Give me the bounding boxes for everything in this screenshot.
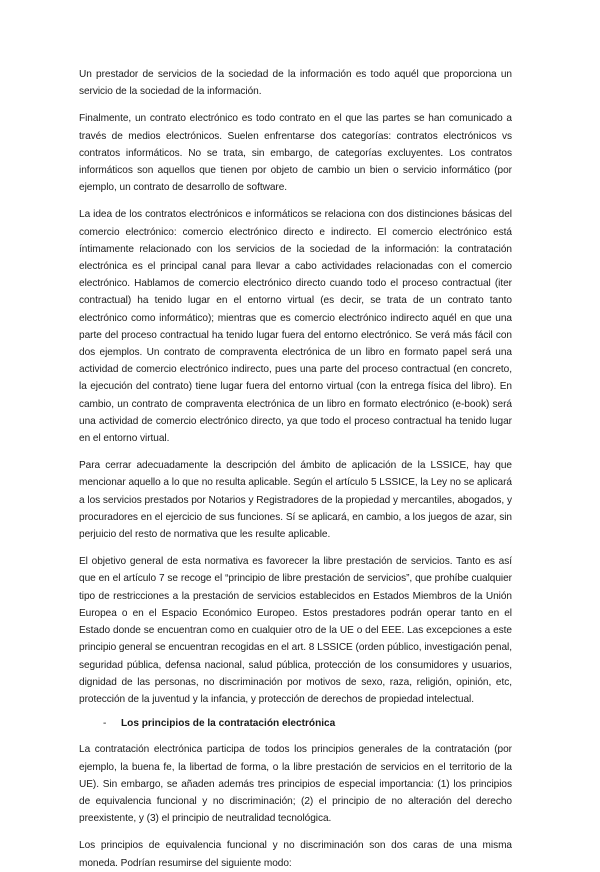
section-heading-text: Los principios de la contratación electrónica <box>121 718 336 730</box>
paragraph-contrato-electronico: Finalmente, un contrato electrónico es todo contrato en el que las partes se han comunicado a través de medios electrónicos. Suelen enfrentarse dos categorías: contratos electrónicos vs contratos informáticos. No se trata, sin embargo, de categorías excluyentes. Los contratos informáticos son aquellos que tienen por objeto de cambio un bien o servicio informático (por ejemplo, un contrato de desarrollo de software. <box>79 113 512 194</box>
paragraph-comercio-electronico: La idea de los contratos electrónicos e informáticos se relaciona con dos distinciones básicas del comercio electrónico: comercio electrónico directo e indirecto. El comercio electrónico está íntimamente relacionado con los servicios de la sociedad de la información: la contratación electrónica es el principal canal para llevar a cabo actividades relacionadas con el comercio electrónico. Hablamos de comercio electrónico directo cuando todo el proceso contractual (iter contractual) ha tenido lugar en el entorno virtual (es decir, se trata de un contrato tanto electrónico como informático); mientras que es comercio electrónico indirecto aquél en que una parte del proceso contractual ha tenido lugar fuera del entorno electrónico. Se verá más fácil con dos ejemplos. Un contrato de compraventa electrónica de un libro en formato papel será una actividad de comercio electrónico indirecto, pues una parte del proceso contractual (en concreto, la ejecución del contrato) tiene lugar fuera del entorno virtual (con la entrega física del libro). En cambio, un contrato de compraventa electrónica de un libro en formato electrónico (e-book) será una actividad de comercio electrónico directo, ya que todo el proceso contractual ha tenido lugar en el entorno virtual. <box>79 209 512 445</box>
paragraph-equivalencia-funcional: Los principios de equivalencia funcional y no discriminación son dos caras de una misma moneda. Podrían resumirse del siguiente modo: <box>79 840 512 869</box>
bullet-dash: - <box>103 718 107 730</box>
paragraph-ambito-aplicacion: Para cerrar adecuadamente la descripción del ámbito de aplicación de la LSSICE, hay que mencionar aquello a lo que no resulta aplicable. Según el artículo 5 LSSICE, la Ley no se aplicará a los servicios prestados por Notarios y Registradores de la propiedad y mercantiles, abogados, y procuradores en el ejercicio de sus funciones. Sí se aplicará, en cambio, a los juegos de azar, sin perjuicio del resto de normativa que les resulte aplicable. <box>79 460 512 541</box>
paragraph-libre-prestacion: El objetivo general de esta normativa es favorecer la libre prestación de servicios. Tanto es así que en el artículo 7 se recoge el “principio de libre prestación de servicios”, que prohíbe cualquier tipo de restricciones a la prestación de servicios establecidos en Estados Miembros de la Unión Europea o en el Espacio Económico Europeo. Estos prestadores podrán operar tanto en el Estado donde se encuentran como en cualquier otro de la UE o del EEE. Las excepciones a este principio general se encuentran recogidas en el art. 8 LSSICE (orden público, investigación penal, seguridad pública, defensa nacional, salud pública, protección de los consumidores y usuarios, dignidad de las personas, no discriminación por motivos de sexo, raza, religión, opinión, etc, protección de la juventud y la infancia, y protección de derechos de propiedad intelectual. <box>79 556 512 705</box>
paragraph-prestador: Un prestador de servicios de la sociedad de la información es todo aquél que proporciona un servicio de la sociedad de la información. <box>79 69 512 98</box>
section-heading <box>79 715 512 732</box>
paragraph-principios-generales: La contratación electrónica participa de todos los principios generales de la contratación (por ejemplo, la buena fe, la libertad de forma, o la libre prestación de servicios en el territorio de la UE). Sin embargo, se añaden además tres principios de especial importancia: (1) los principios de equivalencia funcional y no discriminación; (2) el principio de no alteración del derecho preexistente, y (3) el principio de neutralidad tecnológica. <box>79 744 512 825</box>
